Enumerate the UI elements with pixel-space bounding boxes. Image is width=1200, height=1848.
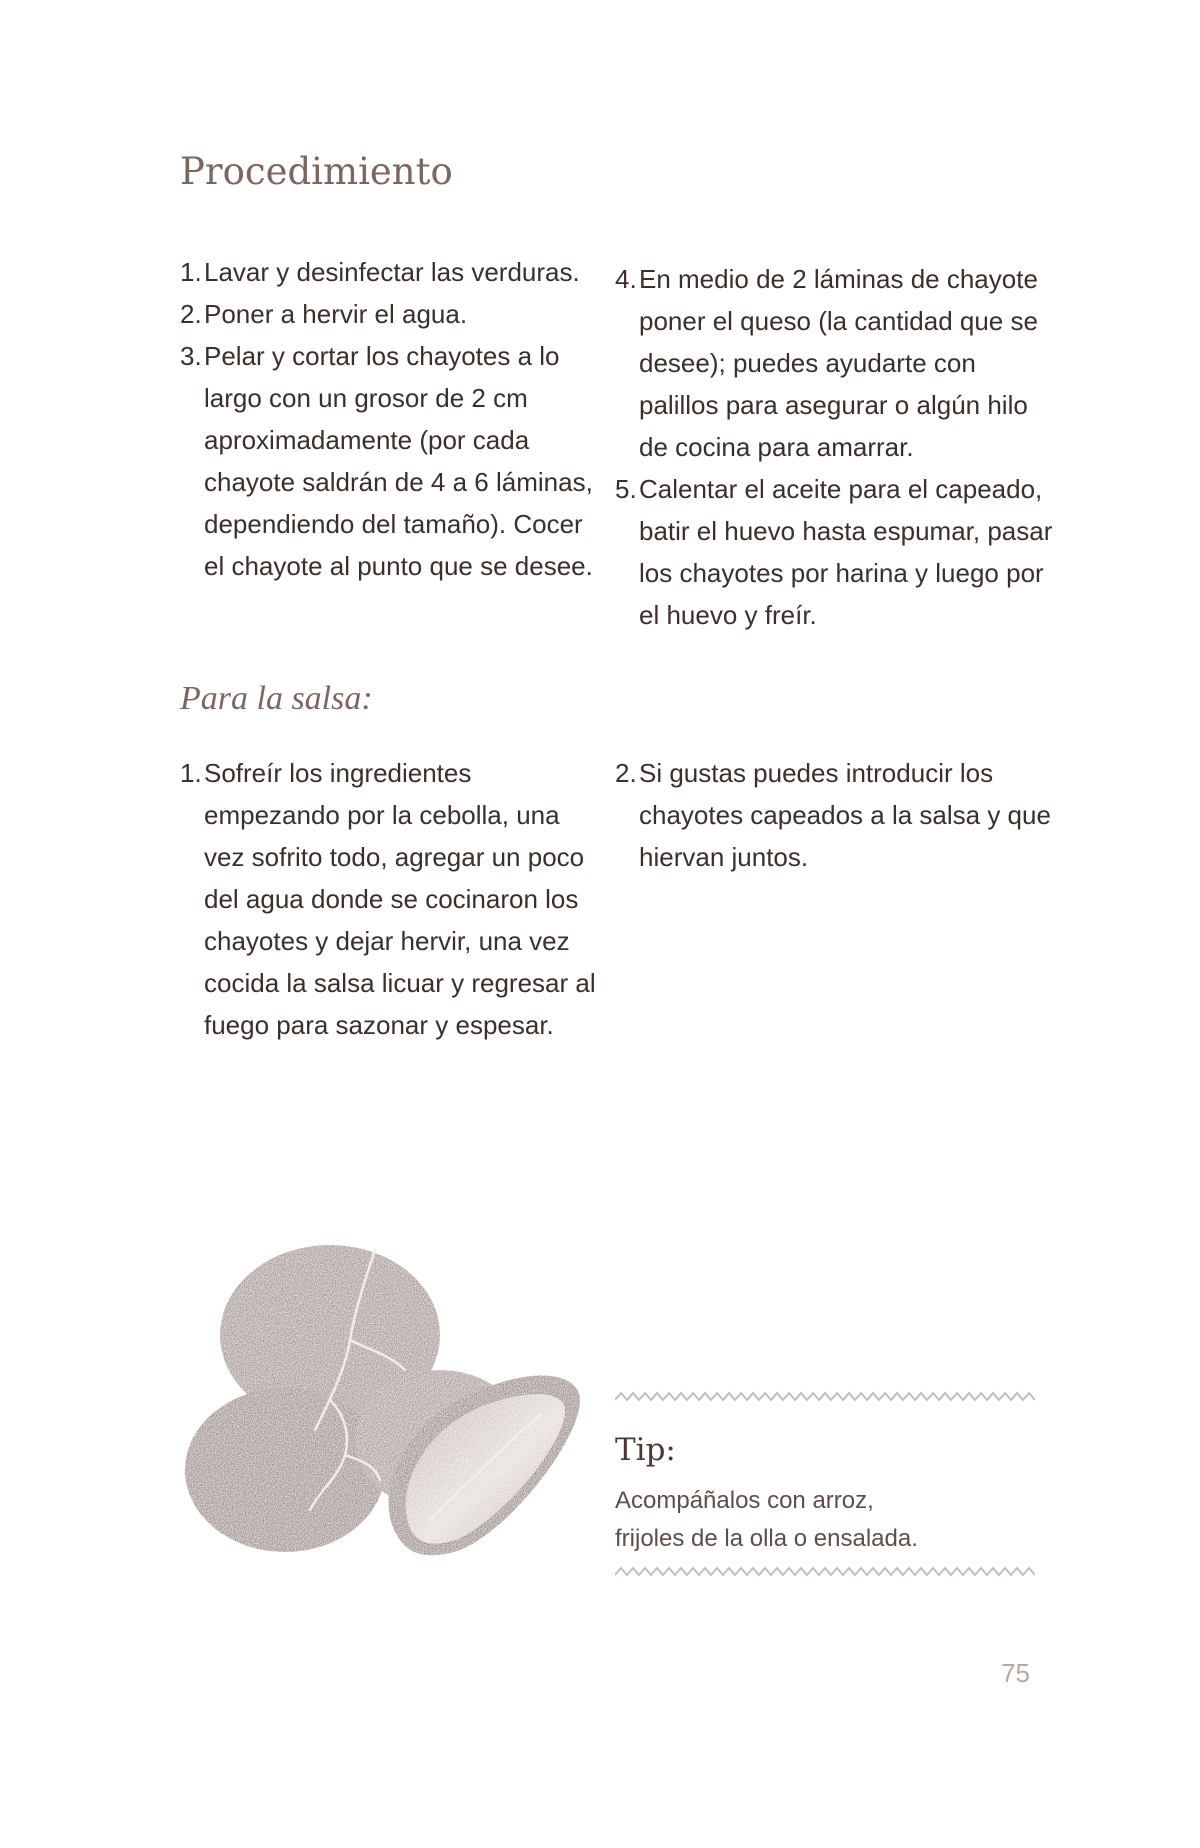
salsa-steps-left (180, 752, 600, 1046)
procedure-steps-right (615, 258, 1055, 636)
chayote-illustration-icon (180, 1240, 620, 1570)
list-item (615, 258, 1055, 468)
step-number: 2. (180, 299, 202, 329)
step-text: Sofreír los ingredientes empezando por la cebolla, una vez sofrito todo, agregar un poco del agua donde se cocinaron los chayotes y dejar hervir, una vez cocida la salsa licuar y regresar al fuego para sazonar y espesar. (204, 758, 596, 1040)
list-item (180, 335, 600, 587)
step-text: Lavar y desinfectar las verduras. (204, 257, 580, 287)
tip-title: Tip: (615, 1432, 676, 1468)
list-item (180, 293, 600, 335)
step-number: 1. (180, 257, 202, 287)
page-title: Procedimiento (180, 150, 453, 193)
step-number: 3. (180, 341, 202, 371)
step-text: Calentar el aceite para el capeado, batir el huevo hasta espumar, pasar los chayotes por harina y luego por el huevo y freír. (639, 474, 1053, 630)
page-number: 75 (1001, 1658, 1030, 1688)
tip-text (615, 1482, 1035, 1558)
procedure-steps-left (180, 251, 600, 587)
list-item (615, 752, 1055, 878)
step-number: 1. (180, 758, 202, 788)
step-text: Si gustas puedes introducir los chayotes capeados a la salsa y que hiervan juntos. (639, 758, 1051, 872)
list-item (180, 251, 600, 293)
step-number: 2. (615, 758, 637, 788)
tip-line: Acompáñalos con arroz, (615, 1487, 874, 1514)
step-number: 5. (615, 474, 637, 504)
step-text: Pelar y cortar los chayotes a lo largo con un grosor de 2 cm aproximadamente (por cada chayote saldrán de 4 a 6 láminas, dependiendo del tamaño). Cocer el chayote al punto que se desee. (204, 341, 593, 581)
section-subtitle: Para la salsa: (180, 680, 373, 717)
salsa-steps-right (615, 752, 1055, 878)
step-text: En medio de 2 láminas de chayote poner el queso (la cantidad que se desee); puedes ayudarte con palillos para asegurar o algún hilo de cocina para amarrar. (639, 264, 1038, 462)
wave-divider-top (615, 1390, 1035, 1404)
list-item (180, 752, 600, 1046)
wave-divider-bottom (615, 1565, 1035, 1579)
tip-line: frijoles de la olla o ensalada. (615, 1525, 918, 1552)
step-text: Poner a hervir el agua. (204, 299, 468, 329)
list-item (615, 468, 1055, 636)
tip-box (615, 1390, 1035, 1580)
chayote-drawing (180, 1240, 620, 1570)
step-number: 4. (615, 264, 637, 294)
